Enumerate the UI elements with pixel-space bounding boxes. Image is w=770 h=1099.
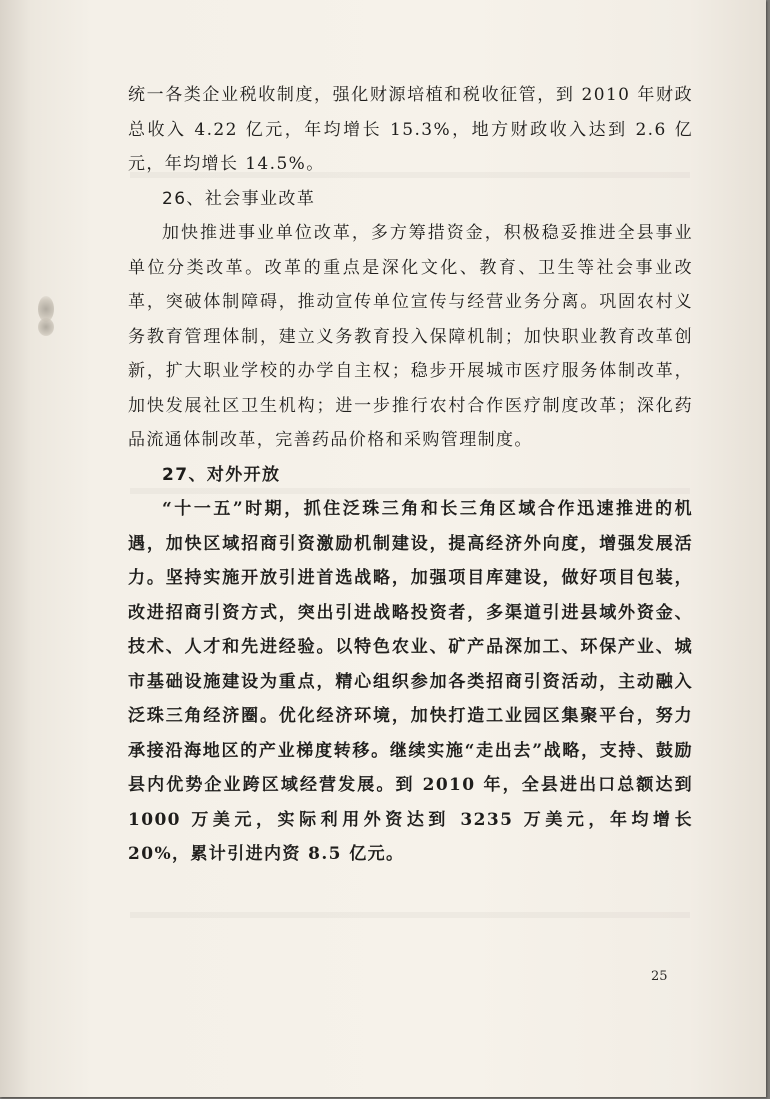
bleed-through-shadow	[130, 912, 690, 918]
paragraph-opening-up: “十一五”时期，抓住泛珠三角和长三角区域合作迅速推进的机遇，加快区域招商引资激励机制建设，提高经济外向度，增强发展活力。坚持实施开放引进首选战略，加强项目库建设，做好项目包装，改进招商引资方式，突出引进战略投资者，多渠道引进县域外资金、技术、人才和先进经验。以特色农业、矿产品深加工、环保产业、城市基础设施建设为重点，精心组织参加各类招商引资活动，主动融入泛珠三角经济圈。优化经济环境，加快打造工业园区集聚平台，努力承接沿海地区的产业梯度转移。继续实施“走出去”战略，支持、鼓励县内优势企业跨区域经营发展。到 2010 年，全县进出口总额达到 1000 万美元，实际利用外资达到 3235 万美元，年均增长 20%，累计引进内资 8.5 亿元。	[128, 499, 693, 864]
page-body	[128, 78, 693, 872]
section-heading-27: 27、对外开放	[162, 464, 281, 485]
binding-hole-mark	[38, 318, 54, 336]
paragraph-fiscal-revenue: 统一各类企业税收制度，强化财源培植和税收征管，到 2010 年财政总收入 4.22 亿元，年均增长 15.3%，地方财政收入达到 2.6 亿元，年均增长 14.5%。	[128, 85, 693, 174]
paragraph-social-reform: 加快推进事业单位改革，多方筹措资金，积极稳妥推进全县事业单位分类改革。改革的重点是深化文化、教育、卫生等社会事业改革，突破体制障碍，推动宣传单位宣传与经营业务分离。巩固农村义务教育管理体制，建立义务教育投入保障机制；加快职业教育改革创新，扩大职业学校的办学自主权；稳步开展城市医疗服务体制改革，加快发展社区卫生机构；进一步推行农村合作医疗制度改革；深化药品流通体制改革，完善药品价格和采购管理制度。	[128, 223, 693, 450]
section-heading-26: 26、社会事业改革	[162, 188, 316, 209]
page-number: 25	[651, 969, 668, 984]
